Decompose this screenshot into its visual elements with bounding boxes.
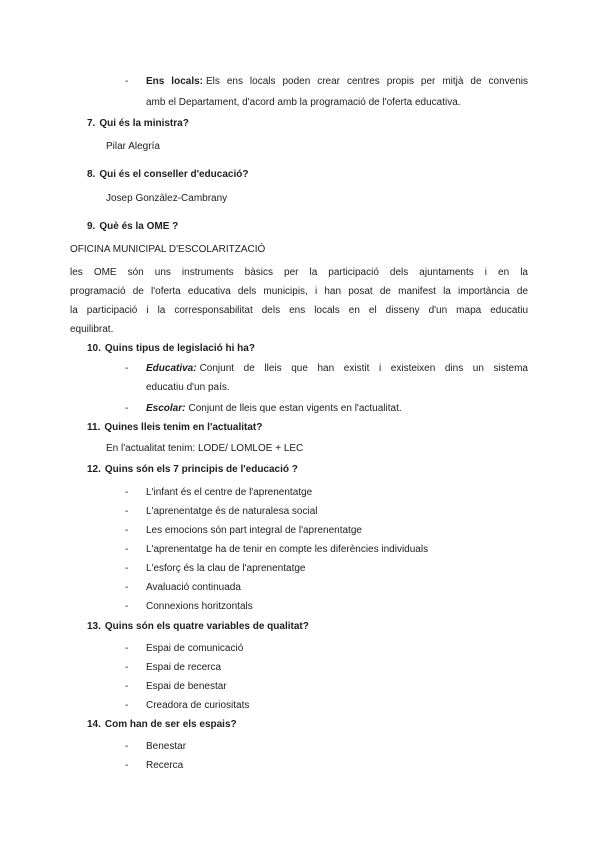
question-10-number: 10. [87, 343, 101, 354]
question-12-text: Quins són els 7 principis de l'educació ? [104, 464, 298, 475]
list-item-text: Espai de recerca [146, 662, 222, 673]
question-14-heading [87, 715, 528, 735]
answer-ministra: Pilar Alegría [106, 141, 160, 152]
list-item [70, 597, 528, 616]
list-item [70, 483, 528, 502]
bullet-line: amb el Departament, d'acord amb la programació de l'oferta educativa. [146, 97, 461, 108]
bullet-dash: - [125, 76, 129, 87]
bullet-line [146, 359, 528, 378]
list-item-text: L'esforç és la clau de l'aprenentatge [146, 563, 306, 574]
question-13-heading [87, 617, 528, 637]
bullet-dash: - [125, 662, 129, 673]
bullet-line: educatiu d'un país. [146, 382, 230, 393]
question-10-text: Quins tipus de legislació hi ha? [104, 343, 255, 354]
question-9-heading [87, 217, 528, 237]
principles-list [70, 483, 528, 616]
question-11-heading [87, 418, 528, 438]
question-10-heading [87, 339, 528, 359]
paragraph-line: la participació i la corresponsabilitat dels ens locals en el disseny d'un mapa educatiu [70, 305, 528, 316]
list-item [70, 658, 528, 677]
question-8-text: Qui és el conseller d'educació? [99, 169, 249, 180]
bullet-label: Escolar: [146, 403, 186, 414]
list-item [70, 737, 528, 756]
espais-list [70, 737, 528, 775]
list-item [70, 756, 528, 775]
question-11-number: 11. [87, 422, 101, 433]
bullet-dash: - [125, 760, 129, 771]
question-14-number: 14. [87, 719, 101, 730]
question-12-heading [87, 460, 528, 480]
qualitat-list [70, 639, 528, 715]
answer-lleis: En l'actualitat tenim: LODE/ LOMLOE + LEC [106, 443, 304, 454]
list-item-text: Avaluació continuada [146, 582, 241, 593]
bullet-item-educativa [70, 359, 528, 397]
question-13-number: 13. [87, 621, 101, 632]
list-item-text: Connexions horitzontals [146, 601, 253, 612]
bullet-text: Conjunt de lleis que han existit i existeixen dins un sistema [199, 363, 528, 374]
question-9-number: 9. [87, 221, 96, 232]
bullet-dash: - [125, 487, 129, 498]
bullet-dash: - [125, 403, 129, 414]
list-item-text: Benestar [146, 741, 187, 752]
question-11-text: Quines lleis tenim en l'actualitat? [104, 422, 263, 433]
paragraph-line: equilibrat. [70, 324, 114, 335]
list-item-text: L'infant és el centre de l'aprenentatge [146, 487, 313, 498]
bullet-dash: - [125, 601, 129, 612]
question-7-text: Qui és la ministra? [99, 118, 189, 129]
question-9-text: Què és la OME ? [99, 221, 179, 232]
list-item [70, 540, 528, 559]
bullet-item-ens-locals [70, 71, 528, 113]
question-7-heading [87, 114, 528, 134]
list-item [70, 677, 528, 696]
list-item-text: Espai de benestar [146, 681, 227, 692]
bullet-dash: - [125, 363, 129, 374]
list-item-text: Recerca [146, 760, 184, 771]
bullet-dash: - [125, 700, 129, 711]
list-item-text: Creadora de curiositats [146, 700, 250, 711]
list-item-text: Espai de comunicació [146, 643, 244, 654]
bullet-dash: - [125, 741, 129, 752]
question-8-heading [87, 165, 528, 185]
list-item [70, 559, 528, 578]
bullet-text: Els ens locals poden crear centres propis per mitjà de convenis [205, 76, 528, 87]
question-7-number: 7. [87, 118, 96, 129]
paragraph-ome-body [70, 263, 528, 339]
list-item-text: Les emocions són part integral de l'aprenentatge [146, 525, 362, 536]
list-item [70, 521, 528, 540]
bullet-dash: - [125, 563, 129, 574]
bullet-text: Conjunt de lleis que estan vigents en l'actualitat. [188, 403, 402, 414]
list-item-text: L'aprenentatge és de naturalesa social [146, 506, 318, 517]
list-item [70, 639, 528, 658]
paragraph-ome-title: OFICINA MUNICIPAL D'ESCOLARITZACIÓ [70, 244, 266, 255]
paragraph-line: les OME són uns instruments bàsics per la participació dels ajuntaments i en la [70, 267, 528, 278]
bullet-dash: - [125, 681, 129, 692]
bullet-label: Educativa: [146, 363, 197, 374]
paragraph-line: programació de l'oferta educativa dels municipis, i han posat de manifest la importància de [70, 286, 528, 297]
question-8-number: 8. [87, 169, 96, 180]
question-12-number: 12. [87, 464, 101, 475]
bullet-item-escolar [70, 399, 528, 418]
question-14-text: Com han de ser els espais? [104, 719, 237, 730]
bullet-label: Ens locals: [146, 76, 203, 87]
bullet-dash: - [125, 643, 129, 654]
bullet-dash: - [125, 544, 129, 555]
list-item [70, 696, 528, 715]
list-item [70, 578, 528, 597]
question-13-text: Quins són els quatre variables de qualitat? [104, 621, 309, 632]
bullet-line [146, 71, 528, 92]
bullet-dash: - [125, 506, 129, 517]
bullet-dash: - [125, 525, 129, 536]
list-item [70, 502, 528, 521]
list-item-text: L'aprenentatge ha de tenir en compte les diferències individuals [146, 544, 429, 555]
bullet-dash: - [125, 582, 129, 593]
answer-conseller: Josep Gonzàlez-Cambrany [106, 193, 228, 204]
